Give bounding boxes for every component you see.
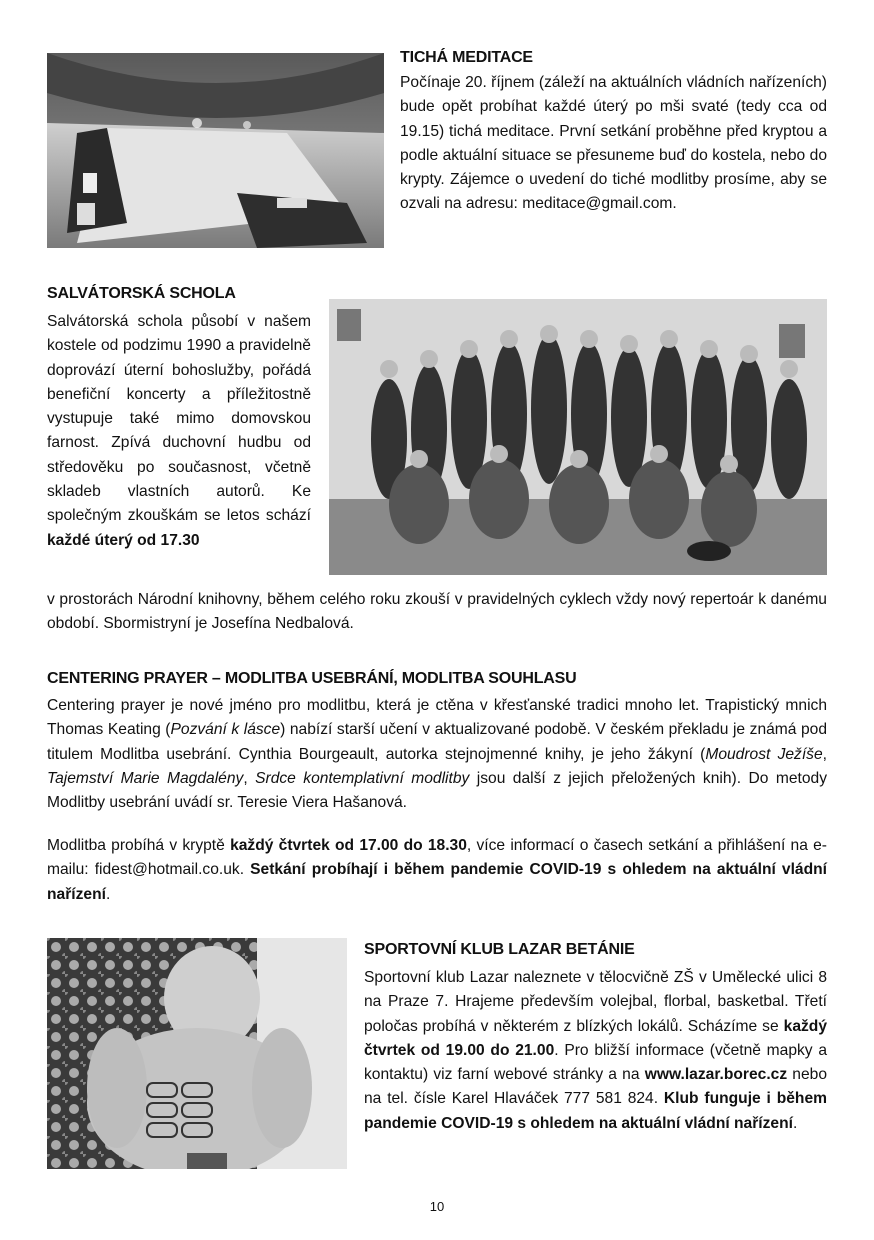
book-title-tajemstvi: Tajemství Marie Magdalény (47, 769, 244, 787)
centering-p1-e: jsou další z jejich přeložených knih). Do metody Modlitby usebrání uvádí sr. Teresie Viera Hašanová. (47, 769, 827, 812)
lazar-text-c: . Pro bližší informace (včetně mapky a kontaktu) viz farní webové stránky a na (364, 1041, 828, 1084)
centering-title: CENTERING PRAYER – MODLITBA USEBRÁNÍ, MODLITBA SOUHLASU (47, 670, 577, 687)
centering-p2-c: , více informací o časech setkání a přihlášení na e-mailu: fidest@hotmail.co.uk. (47, 837, 827, 879)
centering-p1-c: , (822, 745, 827, 763)
schola-text-before: Salvátorská schola působí v našem kostele od podzimu 1990 a pravidelně doprovází úterní bohoslužby, pořádá benefiční koncerty a příležitostně vystupuje také mimo domovskou farnost. Zpívá duchovní hudbu od středověku po současnost, včetně skladeb vlastních autorů. Ke společným zkouškám se letos schází (47, 313, 311, 525)
lazar-website-link[interactable]: www.lazar.borec.cz (644, 1066, 788, 1084)
crypt-photo (47, 53, 384, 248)
book-title-srdce: Srdce kontemplativní modlitby (255, 769, 470, 787)
page-number: 10 (429, 1199, 445, 1214)
centering-p1-a: Centering prayer je nové jméno pro modlitbu, která je ctěna v křesťanské tradici mnoho let. Trapistický mnich Thomas Keating ( (47, 697, 827, 739)
centering-paragraph-2 (47, 834, 827, 907)
centering-pandemic-note: Setkání probíhají i během pandemie COVID-19 s ohledem na aktuální vládní nařízení (47, 861, 827, 903)
book-title-moudrost: Moudrost Ježíše (705, 745, 823, 763)
schola-title: SALVÁTORSKÁ SCHOLA (47, 285, 236, 302)
lazar-text-e: . (792, 1114, 798, 1132)
lazar-pandemic-note: Klub funguje i během pandemie COVID-19 s ohledem na aktuální vládní nařízení (364, 1090, 827, 1132)
choir-group-photo (329, 299, 827, 575)
lazar-time: každý čtvrtek od 19.00 do 21.00 (364, 1017, 827, 1059)
centering-time: každý čtvrtek od 17.00 do 18.30 (230, 837, 467, 854)
centering-p2-a: Modlitba probíhá v kryptě (47, 837, 231, 854)
lazar-text-a: Sportovní klub Lazar naleznete v tělocvičně ZŠ v Umělecké ulici 8 na Praze 7. Hrajeme především volejbal, florbal, basketbal. Třetí poločas probíhá v některém z blízkých lokálů. Scházíme se (364, 969, 827, 1035)
meditace-text: Počínaje 20. říjnem (záleží na aktuálních vládních nařízeních) bude opět probíhat každé úterý po mši svaté (tedy cca od 19.15) tichá meditace. První setkání proběhne před kryptou a podle aktuální situace se přesuneme buď do kostela, nebo do krypty. Zájemce o uvedení do tiché modlitby prosíme, aby se ozvali na adresu: meditace@gmail.com. (400, 74, 827, 213)
lazar-text (364, 966, 827, 1136)
lazar-text-d: nebo na tel. čísle Karel Hlaváček 777 581 824. (364, 1066, 827, 1108)
meditace-title: TICHÁ MEDITACE (400, 49, 533, 66)
centering-p1-d: , (243, 769, 256, 787)
centering-p1-b: ) nabízí starší učení v aktualizované podobě. V českém překladu je známá pod titulem Modlitba usebrání. Cynthia Bourgeault, autorka stejnojmenné knihy, je jeho žákyní ( (47, 721, 828, 763)
schola-text-after: v prostorách Národní knihovny, během celého roku zkouší v pravidelných cyklech vždy nový repertoár k danému období. Sbormistryní je Josefína Nedbalová. (47, 591, 827, 633)
centering-p2-d: . (105, 885, 111, 903)
book-title-pozvani: Pozvání k lásce (170, 721, 281, 739)
schola-text-first (47, 310, 311, 553)
sumo-wrestler-photo (47, 938, 347, 1169)
lazar-title: SPORTOVNÍ KLUB LAZAR BETÁNIE (364, 941, 635, 958)
schola-time: každé úterý od 17.30 (47, 531, 200, 549)
centering-paragraph-1 (47, 694, 827, 815)
